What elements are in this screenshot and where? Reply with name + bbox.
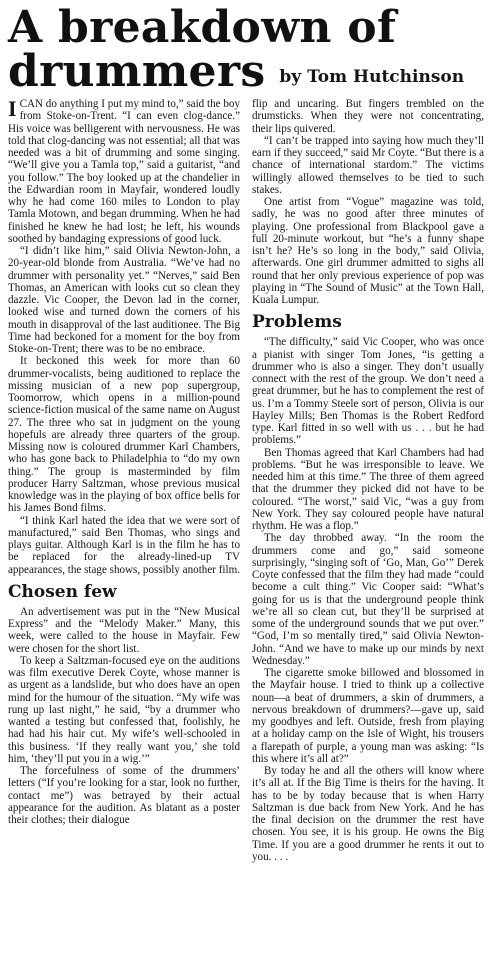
left-column — [8, 98, 240, 863]
paragraph-2: “I didn’t like him,” said Olivia Newton-John, a 20-year-old blonde from Australia. “We’ve had no drummer with personality yet.” “Nerves,” said Ben Thomas, an American with looks cut so clean they dazzle. Vic Cooper, the Devon lad in the corner, looked wise and turned down the corners of his mouth in disapproval of the last auditionee. The Big Time had beckoned for a moment for the boy from Stoke-on-Trent; there was to be no embrace. — [8, 245, 240, 355]
paragraph-1 — [8, 98, 240, 245]
paragraph-15: By today he and all the others will know where it’s all at. If the Big Time is theirs for the having. It has to be by today because that is when Harry Saltzman is due back from New York. And he has the final decision on the drummer the rest have chosen. You see, it is his group. He owns the Big Time. If you are a good drummer he rents it out to you. . . . — [252, 765, 484, 863]
paragraph-5: An advertisement was put in the “New Musical Express” and the “Melody Maker.” Many, this week, were called to the house in Mayfair. Few were chosen for the short list. — [8, 605, 240, 655]
paragraph-3: It beckoned this week for more than 60 drummer-vocalists, being auditioned to replace the missing musician of a new pop supergroup, Toomorrow, which opens in a million-pound science-fiction musical of the same name on August 27. The three who sat in judgment on the young hopefuls are already three quarters of the group. Missing now is coloured drummer Karl Chambers, who has gone back to Philadelphia to “do my own thing.” The group is masterminded by film producer Harry Saltzman, whose previous musical knowledge was in the playing of box office bells for his James Bond films. — [8, 355, 240, 515]
paragraph-14: The cigarette smoke billowed and blossomed in the Mayfair house. I tried to think up a collective noun—a beat of drummers, a skin of drummers, a nervous breakdown of drummers?—gave up, said my goodbyes and left. Outside, fresh from playing at a holiday camp on the Isle of Wight, his trousers a flarepath of purple, a young man was asking: “Is this where it’s all at?” — [252, 667, 484, 765]
paragraph-12: Ben Thomas agreed that Karl Chambers had had problems. “But he was irresponsible to leave. We needed him at this time.” The three of them agreed that the drummer they picked did not have to be coloured. “The worst,” said Vic, “was a guy from New York. They say coloured people have natural rhythm. He was a flop.” — [252, 446, 484, 532]
right-column — [252, 98, 484, 863]
byline: by Tom Hutchinson — [279, 67, 465, 87]
article-columns — [8, 98, 485, 863]
paragraph-4: “I think Karl hated the idea that we were sort of manufactured,” said Ben Thomas, who sings and plays guitar. Although Karl is in the film he has to be replaced for the already-lined-up TV appearances, the stage shows, possibly another film. — [8, 514, 240, 576]
paragraph-9: “I can’t be trapped into saying how much they’ll earn if they succeed,” said Mr Coyte. “But there is a chance of international stardom.” The victims willingly allowed themselves to be tied to such stakes. — [252, 134, 484, 196]
paragraph-11: “The difficulty,” said Vic Cooper, who was once a pianist with singer Tom Jones, “is getting a drummer who is also a singer. They don’t usually connect with the rest of the group. We don’t need a great drummer, but he has to complement the rest of us. I’m a Tommy Steele sort of person, Olivia is our Hayley Mills; Ben Thomas is the Robert Redford type. Karl fitted in so well with us . . . but he had problems.” — [252, 336, 484, 447]
headline-line-1: A breakdown of — [8, 2, 397, 53]
paragraph-1-text: CAN do anything I put my mind to,” said the boy from Stoke-on-Trent. “I can even clog-dance.” His voice was belligerent with nervousness. He was told that clog-dancing was not essential; all that was needed was a bit of drumming and some singing. “We’ll give you a Tamla top,” said a guitarist, “and you follow.” The boy looked up at the chandelier in the Edwardian room in Mayfair, wondered loudly why he had come 160 miles to London to play Tamla Motown, and began drumming. When he had finished he knew he had lost; he left, his wounds soothed by bandaging expressions of good luck. — [8, 98, 240, 245]
paragraph-6: To keep a Saltzman-focused eye on the auditions was film executive Derek Coyte, whose manner is as urgent as a landslide, but who does have an open mind for the humour of the situation. “My wife was rung up last night,” he said, “by a drummer who wanted a testing but confessed that, foolishly, he had had his hair cut. My wife’s well-schooled in this business. ‘If they really want you,’ she told him, ‘they’ll put you in a wig.’” — [8, 654, 240, 765]
subhead-chosen-few: Chosen few — [8, 581, 117, 602]
headline-line-2: drummers — [8, 46, 266, 97]
subhead-problems: Problems — [252, 312, 342, 333]
paragraph-13: The day throbbed away. “In the room the drummers come and go,” said someone surprisingly, “singing soft of ‘Go, Man, Go’” Derek Coyte confessed that the film they had made “could become a cult thing.” Vic Cooper said: “What’s going for us is that the underground people think we’re all so clean cut, but they’ll be surprised at some of the underground sounds that we put over.” “God, I’m so mentally tired,” said Olivia Newton-John. “And we have to make up our minds by next Wednesday.” — [252, 532, 484, 667]
paragraph-10: One artist from “Vogue” magazine was told, sadly, he was no good after three minutes of playing. One professional from Blackpool gave a full 20-minute workout, but “he’s a funny shape isn’t he? He’s so long in the body,” said Olivia, afterwards. One girl drummer admitted to sighs all round that her only previous experience of pop was playing in “The Sound of Music” at the Town Hall, Kuala Lumpur. — [252, 196, 484, 306]
headline-block — [8, 2, 485, 97]
drop-cap: I — [8, 96, 17, 121]
paragraph-8: flip and uncaring. But fingers trembled on the drumsticks. When they were not concentrating, their lips quivered. — [252, 98, 484, 135]
paragraph-7: The forcefulness of some of the drummers’ letters (“If you’re looking for a star, look no further, contact me”) was betrayed by their actual appearance for the audition. As blatant as a poster their clothes; their dialogue — [8, 765, 240, 826]
